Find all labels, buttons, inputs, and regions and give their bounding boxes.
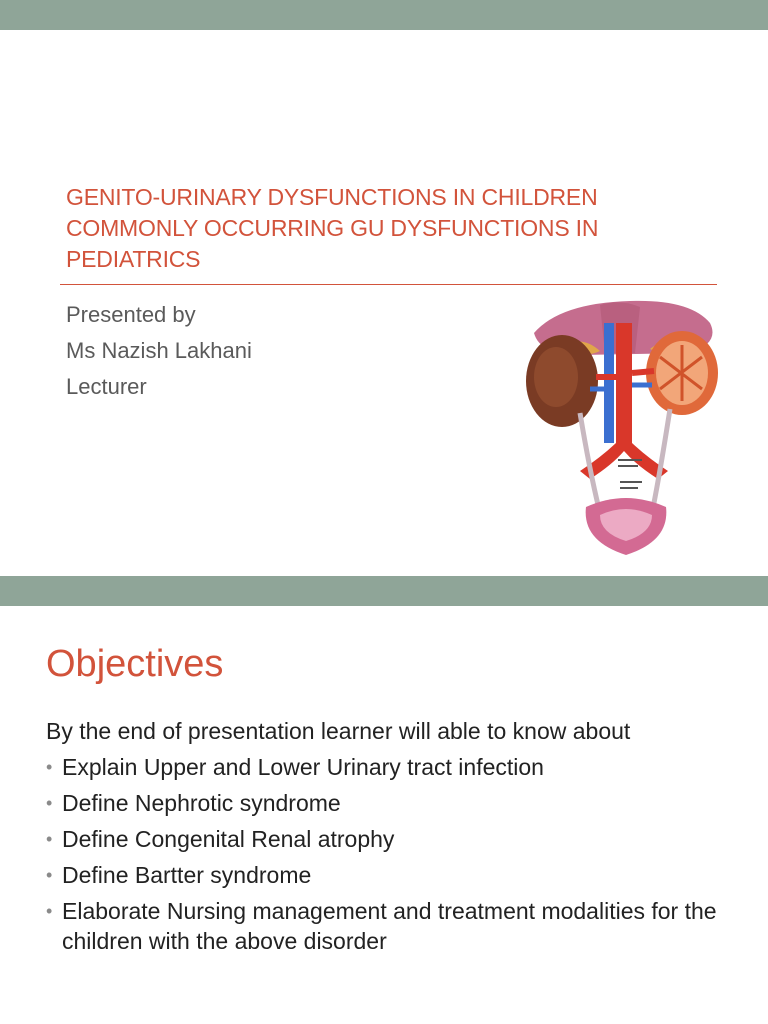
slide-top-bar	[0, 0, 768, 30]
objective-text: Define Bartter syndrome	[62, 862, 312, 888]
objective-text: Explain Upper and Lower Urinary tract infection	[62, 754, 544, 780]
list-item	[46, 824, 746, 854]
presenter-role: Lecturer	[66, 374, 147, 399]
presenter-label: Presented by	[66, 302, 196, 327]
objectives-heading: Objectives	[46, 643, 224, 685]
slide-title-line: PEDIATRICS	[66, 246, 201, 272]
urinary-system-illustration	[520, 293, 740, 563]
objective-text: Elaborate Nursing management and treatment modalities for the children with the above disorder	[62, 898, 717, 954]
presenter-name: Ms Nazish Lakhani	[66, 338, 252, 363]
objectives-list	[46, 752, 746, 962]
list-item	[46, 896, 746, 956]
list-item	[46, 860, 746, 890]
slide-title	[66, 182, 716, 275]
objective-text: Define Nephrotic syndrome	[62, 790, 341, 816]
bullet-icon: •	[46, 793, 53, 813]
slide-title-line: COMMONLY OCCURRING GU DYSFUNCTIONS IN	[66, 215, 599, 241]
slide-title-line: GENITO-URINARY DYSFUNCTIONS IN CHILDREN	[66, 184, 598, 210]
bullet-icon: •	[46, 901, 53, 921]
list-item	[46, 752, 746, 782]
slide-divider-bar	[0, 576, 768, 606]
bullet-icon: •	[46, 829, 53, 849]
list-item	[46, 788, 746, 818]
objective-text: Define Congenital Renal atrophy	[62, 826, 395, 852]
bullet-icon: •	[46, 757, 53, 777]
objectives-intro: By the end of presentation learner will able to know about	[46, 718, 631, 744]
title-divider	[60, 284, 717, 285]
bullet-icon: •	[46, 865, 53, 885]
